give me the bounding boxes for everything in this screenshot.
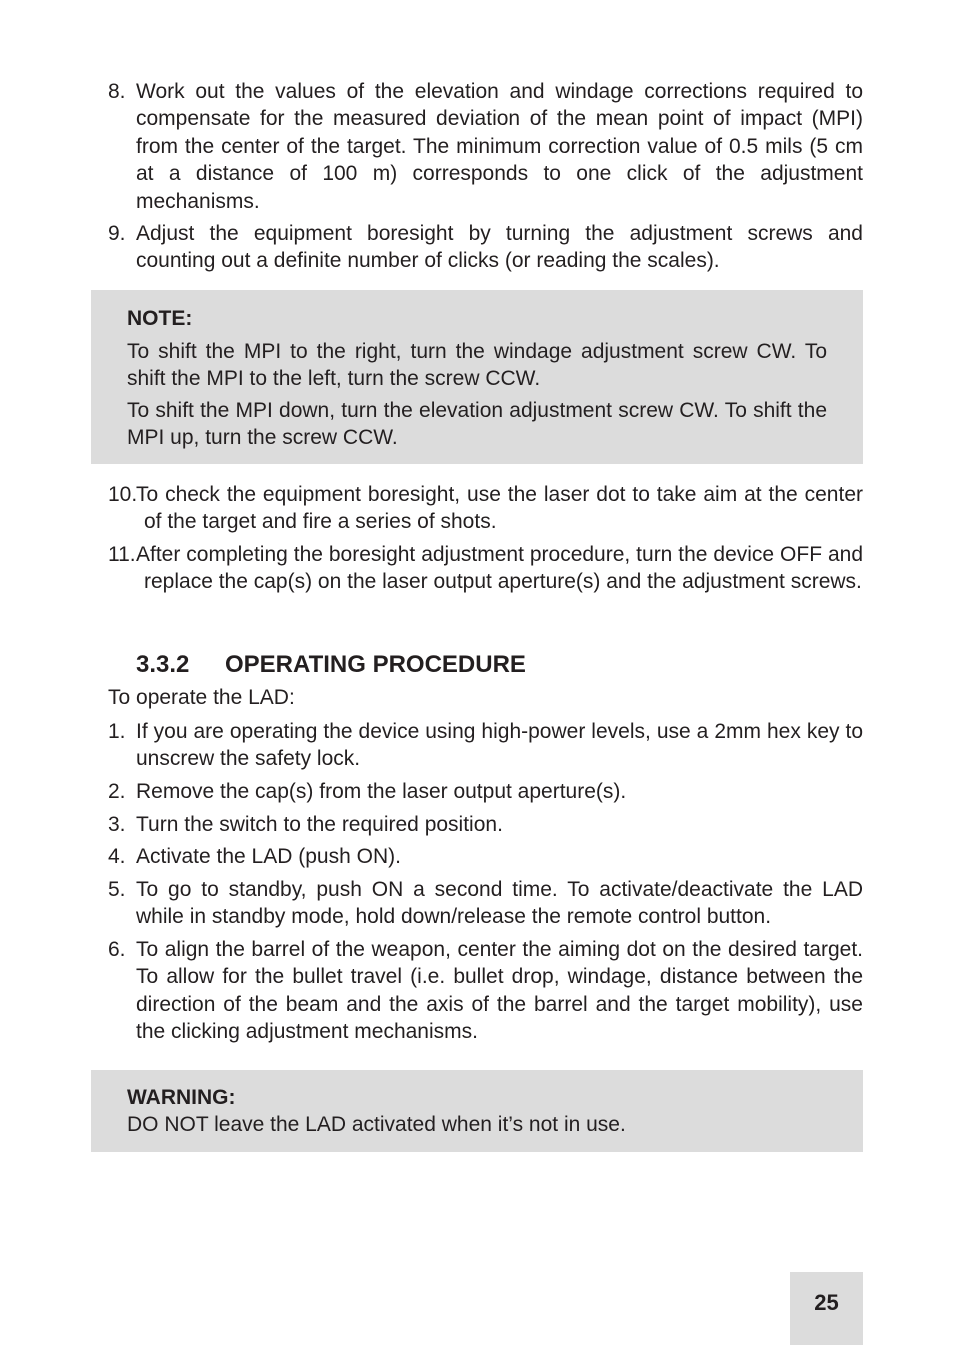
list-item-step-9	[108, 220, 863, 275]
step-text: To go to standby, push ON a second time. To activate/deactivate the LAD while in standby mode, hold down/release the remote control button.	[136, 878, 863, 929]
list-item-step-1	[108, 718, 863, 773]
step-number: 10.	[108, 483, 138, 506]
section-title: OPERATING PROCEDURE	[225, 651, 526, 678]
page-number: 25	[790, 1272, 863, 1345]
list-item-step-5	[108, 876, 863, 931]
list-item-step-8	[108, 78, 863, 215]
list-item-step-6	[108, 936, 863, 1046]
list-item-step-2	[108, 778, 863, 805]
step-number: 2.	[108, 780, 126, 803]
step-text: Turn the switch to the required position.	[136, 813, 503, 836]
step-text: Activate the LAD (push ON).	[136, 845, 401, 868]
note-label: NOTE:	[127, 307, 193, 330]
step-text: After completing the boresight adjustment procedure, turn the device OFF and replace the cap(s) on the laser output aperture(s) and the adjustment screws.	[136, 543, 863, 594]
note-paragraph-2: To shift the MPI down, turn the elevation adjustment screw CW. To shift the MPI up, turn the screw CCW.	[127, 399, 827, 450]
section-number: 3.3.2	[136, 651, 190, 678]
step-text: Remove the cap(s) from the laser output aperture(s).	[136, 780, 627, 803]
step-text: To align the barrel of the weapon, center the aiming dot on the desired target. To allow for the bullet travel (i.e. bullet drop, windage, distance between the direction of the beam and the axis of the barrel and the target mobility), use the clicking adjustment mechanisms.	[136, 938, 863, 1044]
section-heading	[136, 650, 526, 680]
section-intro: To operate the LAD:	[108, 686, 295, 709]
step-number: 11.	[108, 543, 136, 566]
list-item-step-11	[108, 541, 863, 596]
step-number: 6.	[108, 938, 126, 961]
note-paragraph-1: To shift the MPI to the right, turn the windage adjustment screw CW. To shift the MPI to the left, turn the screw CCW.	[127, 340, 827, 391]
step-text: To check the equipment boresight, use the laser dot to take aim at the center of the target and fire a series of shots.	[136, 483, 863, 534]
warning-text: DO NOT leave the LAD activated when it’s not in use.	[127, 1113, 626, 1136]
warning-box	[91, 1070, 863, 1152]
step-number: 3.	[108, 813, 126, 836]
step-text: Adjust the equipment boresight by turning the adjustment screws and counting out a definite number of clicks (or reading the scales).	[136, 222, 863, 273]
step-text: Work out the values of the elevation and windage corrections required to compensate for the measured deviation of the mean point of impact (MPI) from the center of the target. The minimum correction value of 0.5 mils (5 cm at a distance of 100 m) corresponds to one click of the adjustment mechanisms.	[136, 80, 863, 213]
step-number: 4.	[108, 845, 126, 868]
list-item-step-4	[108, 843, 863, 870]
step-number: 9.	[108, 222, 126, 245]
warning-label: WARNING:	[127, 1086, 236, 1109]
list-item-step-3	[108, 811, 863, 838]
step-number: 1.	[108, 720, 126, 743]
list-item-step-10	[108, 481, 863, 536]
note-box	[91, 290, 863, 464]
step-number: 5.	[108, 878, 126, 901]
step-number: 8.	[108, 80, 126, 103]
step-text: If you are operating the device using high-power levels, use a 2mm hex key to unscrew the safety lock.	[136, 720, 863, 771]
